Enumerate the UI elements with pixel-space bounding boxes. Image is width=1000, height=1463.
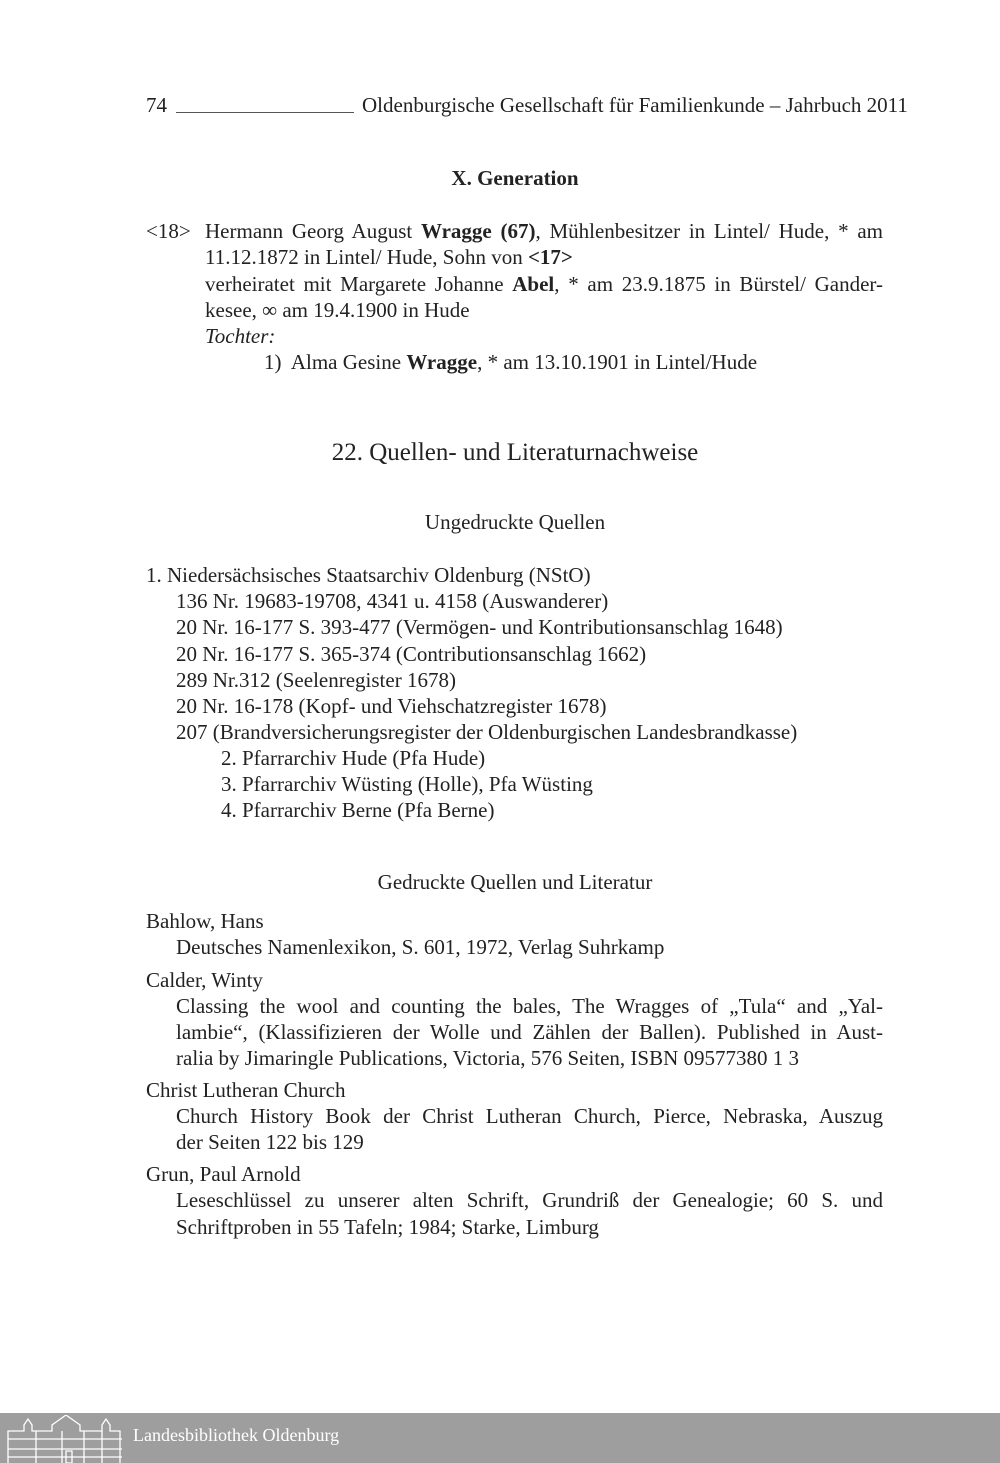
section-heading: 22. Quellen- und Literaturnachweise — [331, 439, 699, 466]
running-title: Oldenburgische Gesellschaft für Familienkunde – Jahrbuch 2011 — [362, 93, 908, 117]
bib-line: Church History Book der Christ Lutheran Church, Pierce, Nebraska, Auszug — [176, 1104, 883, 1128]
surname: Abel — [512, 272, 555, 296]
text: , * am 23.9.1875 in Bürstel/ Gander- — [554, 272, 883, 296]
bib-line: Leseschlüssel zu unserer alten Schrift, Grundriß der Genealogie; 60 S. und — [176, 1188, 883, 1212]
printed-heading: Gedruckte Quellen und Literatur — [377, 870, 653, 894]
text: , * am 13.10.1901 in Lintel/Hude — [477, 350, 758, 374]
list-item: 20 Nr. 16-177 S. 365-374 (Contributionsanschlag 1662) — [176, 642, 647, 666]
bib-author: Calder, Winty — [146, 968, 263, 992]
bib-line: lambie“, (Klassifizieren der Wolle und Zählen der Ballen). Published in Aust- — [176, 1020, 883, 1044]
page-number: 74 — [146, 93, 167, 117]
list-item: 3. Pfarrarchiv Wüsting (Holle), Pfa Wüsting — [221, 772, 593, 796]
surname: Wragge — [406, 350, 478, 374]
generation-heading: X. Generation — [451, 166, 579, 190]
library-building-icon — [6, 1415, 124, 1463]
list-item: 20 Nr. 16-177 S. 393-477 (Vermögen- und Kontributionsanschlag 1648) — [176, 615, 783, 639]
list-item: 4. Pfarrarchiv Berne (Pfa Berne) — [221, 798, 495, 822]
list-item: 2. Pfarrarchiv Hude (Pfa Hude) — [221, 746, 486, 770]
bib-line: Schriftproben in 55 Tafeln; 1984; Starke, Limburg — [176, 1215, 599, 1239]
text: 11.12.1872 in Lintel/ Hude, Sohn von — [205, 245, 528, 269]
list-item: 289 Nr.312 (Seelenregister 1678) — [176, 668, 456, 692]
text: verheiratet mit Margarete Johanne — [205, 272, 513, 296]
entry-line — [205, 244, 573, 270]
list-item: 1. Niedersächsisches Staatsarchiv Oldenburg (NStO) — [146, 563, 591, 587]
library-footer — [0, 1413, 1000, 1463]
ref: <17> — [527, 245, 573, 269]
children-label: Tochter: — [205, 324, 276, 348]
list-item: 207 (Brandversicherungsregister der Oldenburgischen Landesbrandkasse) — [176, 720, 798, 744]
library-name: Landesbibliothek Oldenburg — [133, 1425, 340, 1445]
entry-line: kesee, ∞ am 19.4.1900 in Hude — [205, 298, 470, 322]
entry-line — [205, 271, 883, 297]
bib-line: Deutsches Namenlexikon, S. 601, 1972, Verlag Suhrkamp — [176, 935, 665, 959]
child-entry — [264, 349, 757, 375]
header-rule — [176, 112, 354, 113]
bib-line: ralia by Jimaringle Publications, Victoria, 576 Seiten, ISBN 09577380 1 3 — [176, 1046, 800, 1070]
list-item: 136 Nr. 19683-19708, 4341 u. 4158 (Auswanderer) — [176, 589, 609, 613]
bib-line: der Seiten 122 bis 129 — [176, 1130, 364, 1154]
bib-author: Christ Lutheran Church — [146, 1078, 346, 1102]
bib-line: Classing the wool and counting the bales, The Wragges of „Tula“ and „Yal- — [176, 994, 883, 1018]
text: Hermann Georg August — [205, 219, 421, 243]
bib-author: Grun, Paul Arnold — [146, 1162, 301, 1186]
unprinted-heading: Ungedruckte Quellen — [424, 510, 606, 534]
text: 1) Alma Gesine — [264, 350, 407, 374]
ref: (67) — [500, 219, 536, 243]
bib-author: Bahlow, Hans — [146, 909, 264, 933]
entry-line — [205, 218, 883, 244]
text: , Mühlenbesitzer in Lintel/ Hude, * am — [535, 219, 883, 243]
list-item: 20 Nr. 16-178 (Kopf- und Viehschatzregister 1678) — [176, 694, 607, 718]
surname: Wragge — [420, 219, 492, 243]
entry-number: <18> — [146, 219, 191, 243]
